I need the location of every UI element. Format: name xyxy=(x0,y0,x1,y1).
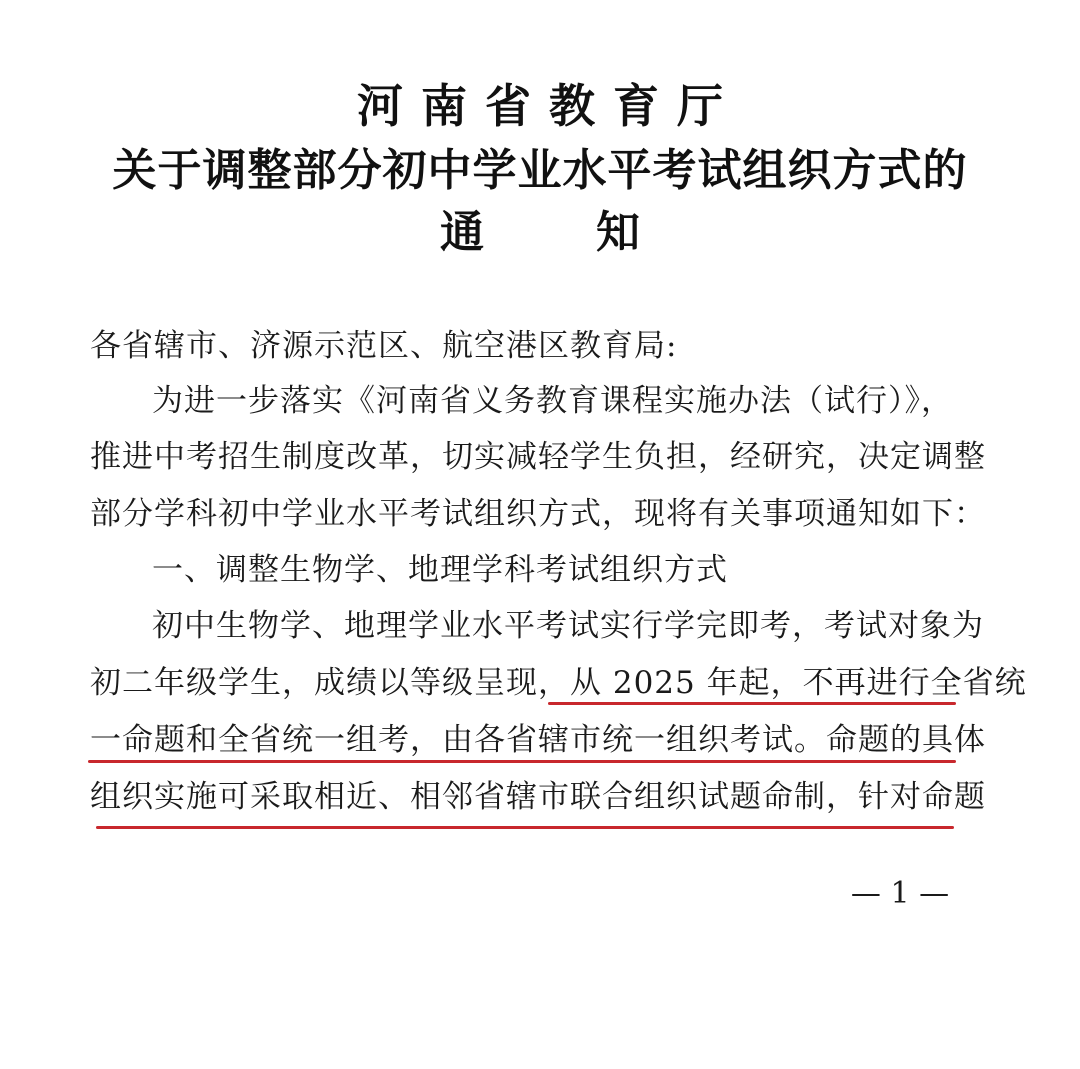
issuer-title: 河南省教育厅 xyxy=(357,79,741,133)
doc-type-part1: 通 xyxy=(440,207,484,258)
body-line-5: 初中生物学、地理学业水平考试实行学完即考，考试对象为 xyxy=(152,608,984,644)
doc-type-part2: 知 xyxy=(596,207,640,258)
salutation: 各省辖市、济源示范区、航空港区教育局: xyxy=(90,328,678,364)
highlight-underline-2 xyxy=(88,760,956,763)
highlight-underline-3 xyxy=(96,826,954,829)
body-line-6: 初二年级学生，成绩以等级呈现，从 2025 年起，不再进行全省统 xyxy=(90,665,1027,701)
body-line-1: 为进一步落实《河南省义务教育课程实施办法（试行）》， xyxy=(152,383,953,419)
body-line-7: 一命题和全省统一组考，由各省辖市统一组织考试。命题的具体 xyxy=(90,722,986,758)
body-line-8: 组织实施可采取相近、相邻省辖市联合组织试题命制，针对命题 xyxy=(90,779,986,815)
highlight-underline-1 xyxy=(548,702,956,705)
doc-type-title xyxy=(0,196,1080,260)
section-heading: 一、调整生物学、地理学科考试组织方式 xyxy=(152,552,728,588)
page-number: — 1 — xyxy=(850,876,950,911)
body-line-2: 推进中考招生制度改革，切实减轻学生负担，经研究，决定调整 xyxy=(90,439,986,475)
body-line-3: 部分学科初中学业水平考试组织方式，现将有关事项通知如下： xyxy=(90,496,986,532)
subject-title: 关于调整部分初中学业水平考试组织方式的 xyxy=(112,145,968,196)
